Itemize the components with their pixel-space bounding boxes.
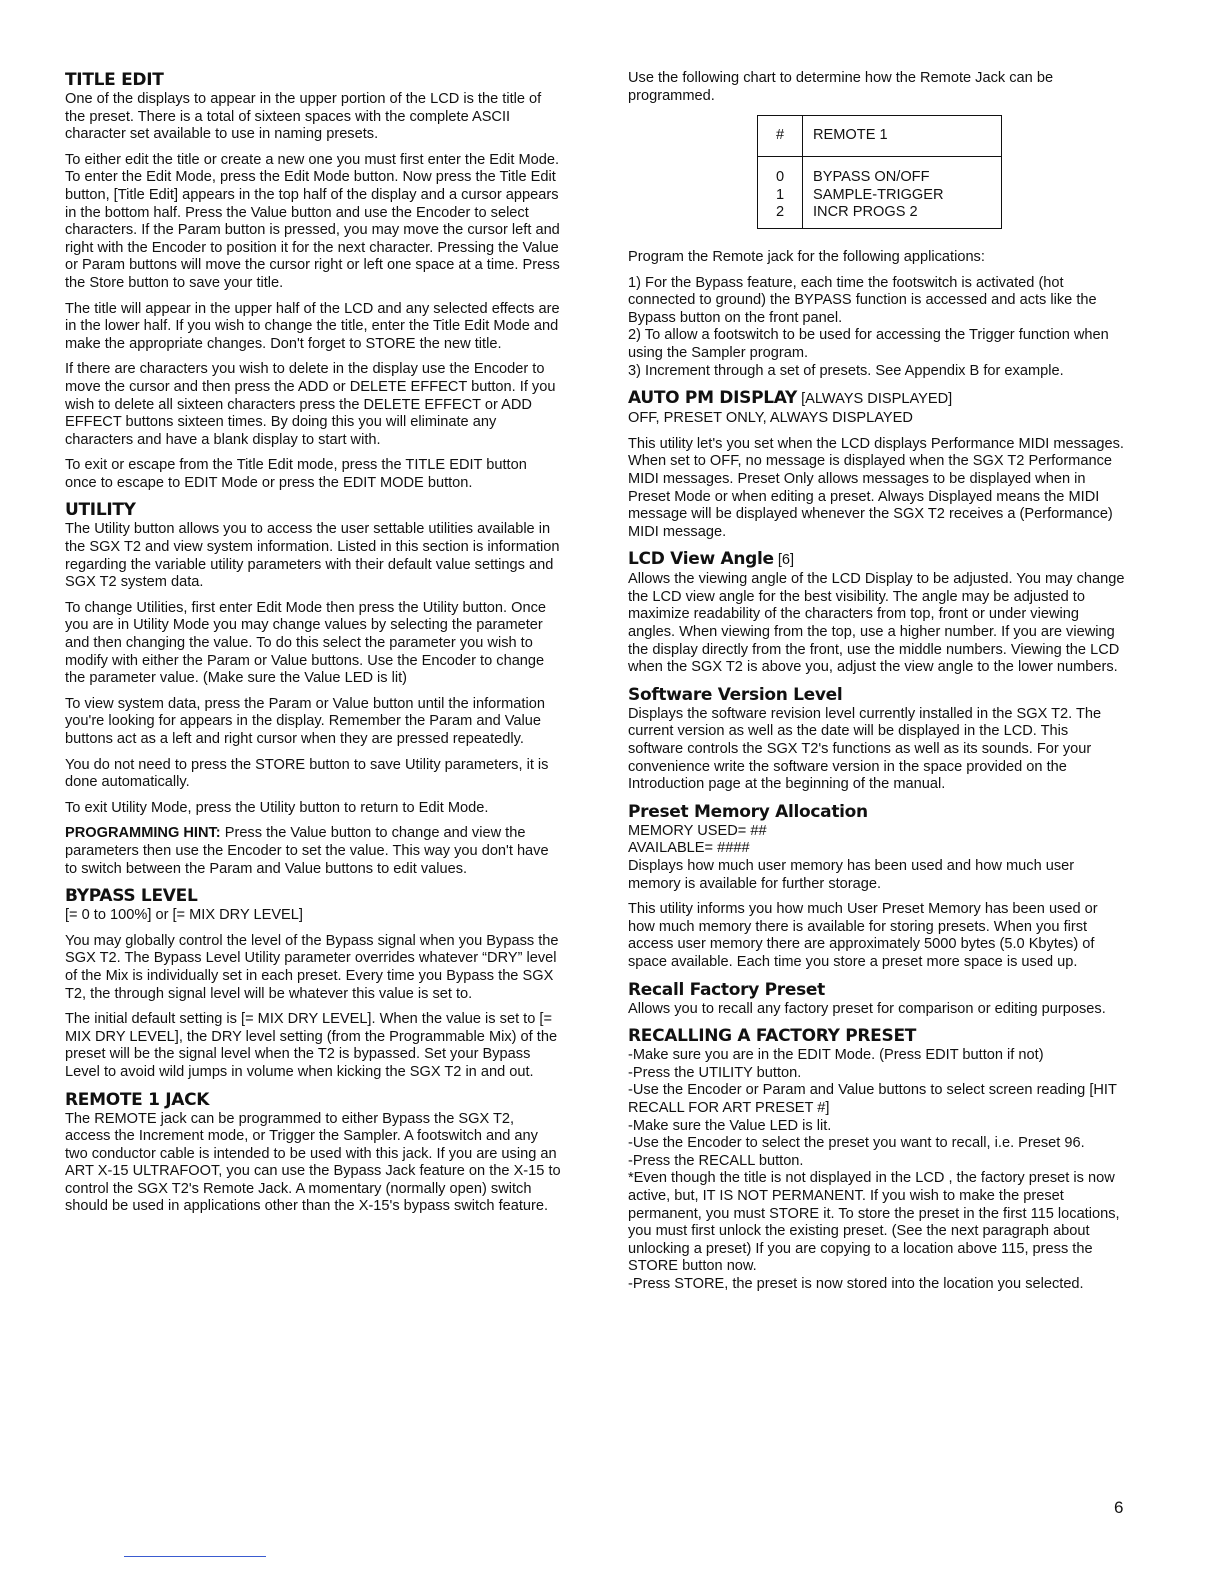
paragraph: To exit Utility Mode, press the Utility button to return to Edit Mode. <box>65 799 489 816</box>
heading-auto-pm-default: [ALWAYS DISPLAYED] <box>797 391 953 408</box>
paragraph: To change Utilities, first enter Edit Mode then press the Utility button. Once you are in Utility Mode you may change values by selecting the parameter and then changing the value. To do this select the parameter you wish to modify with either the Param or Value buttons. Use the Encoder to change the parameter value. (Make sure the Value LED is lit) <box>65 599 547 687</box>
paragraph: To exit or escape from the Title Edit mode, press the TITLE EDIT button once to escape to EDIT Mode or press the EDIT MODE button. <box>65 457 527 491</box>
section-bypass-level <box>65 886 562 1081</box>
memory-available-line: AVAILABLE= #### <box>628 840 750 857</box>
bypass-range: [= 0 to 100%] or [= MIX DRY LEVEL] <box>65 907 303 924</box>
heading-lcd-view-default: [6] <box>773 552 795 569</box>
heading-preset-memory: Preset Memory Allocation <box>628 801 868 822</box>
left-column <box>65 70 562 1224</box>
paragraph: This utility let's you set when the LCD displays Performance MIDI messages. When set to OFF, no message is displayed when the SGX T2 Performance MIDI messages. Preset Only allows messages to be displayed when in Preset Mode or when editing a preset. Always Displayed means the MIDI message will be displayed whenever the SGX T2 receives a (Performance) MIDI message. <box>628 435 1124 540</box>
remote-table <box>757 115 1002 229</box>
paragraph: The initial default setting is [= MIX DRY LEVEL]. When the value is set to [= MIX DRY LEVEL], the DRY level setting (from the Programmable Mix) of the preset will be the signal level when the T2 is bypassed. Set your Bypass Level to avoid wild jumps in volume when kicking the SGX T2 in and out. <box>65 1011 558 1080</box>
table-cell-name: SAMPLE-TRIGGER <box>803 187 1002 205</box>
list-item: 3) Increment through a set of presets. See Appendix B for example. <box>628 362 1064 379</box>
paragraph: Allows you to recall any factory preset for comparison or editing purposes. <box>628 1000 1106 1017</box>
applications-intro: Program the Remote jack for the following applications: <box>628 248 985 265</box>
table-cell-name: INCR PROGS 2 <box>803 204 1002 228</box>
table-row <box>758 157 1002 187</box>
section-utility <box>65 500 562 878</box>
heading-auto-pm-display <box>628 388 1126 410</box>
paragraph: You do not need to press the STORE button to save Utility parameters, it is done automatically. <box>65 756 549 791</box>
table-header-row <box>758 116 1002 157</box>
table-row <box>758 187 1002 205</box>
list-item: -Use the Encoder or Param and Value buttons to select screen reading [HIT RECALL FOR ART PRESET #] <box>628 1082 1117 1116</box>
table-cell-num: 0 <box>758 157 803 187</box>
heading-remote-jack: REMOTE 1 JACK <box>65 1089 210 1110</box>
section-title-edit <box>65 70 562 492</box>
paragraph: You may globally control the level of the Bypass signal when you Bypass the SGX T2. The Bypass Level Utility parameter overrides whatever “DRY” level of the Mix is individually set in each preset. Every time you Bypass the SGX T2, the through signal level will be whatever this value is set to. <box>65 932 559 1002</box>
heading-lcd-view-text: LCD View Angle <box>628 549 774 570</box>
heading-bypass-level: BYPASS LEVEL <box>65 886 198 907</box>
paragraph: One of the displays to appear in the upper portion of the LCD is the title of the preset. There is a total of sixteen spaces with the complete ASCII character set available to use in naming presets. <box>65 91 542 143</box>
list-item: *Even though the title is not displayed in the LCD , the factory preset is now active, but, IT IS NOT PERMANENT. If you wish to make the preset permanent, you must STORE it. To store the preset in the first 115 locations, you must first unlock the existing preset. (See the next paragraph about unlocking a preset) If you are copying to a location above 115, press the STORE button now. <box>628 1170 1120 1275</box>
section-recalling-factory-preset <box>628 1026 1126 1293</box>
list-item: 2) To allow a footswitch to be used for accessing the Trigger function when using the Sampler program. <box>628 327 1109 361</box>
list-item: -Use the Encoder to select the preset you want to recall, i.e. Preset 96. <box>628 1135 1085 1152</box>
paragraph: To view system data, press the Param or Value button until the information you're looking for appears in the display. Remember the Param and Value buttons act as a left and right cursor when they are pressed repeatedly. <box>65 695 545 747</box>
heading-auto-pm-text: AUTO PM DISPLAY <box>628 388 798 409</box>
paragraph: To either edit the title or create a new one you must first enter the Edit Mode. To enter the Edit Mode, press the Edit Mode button. Now press the Title Edit button, [Title Edit] appears in the top half of the display and a cursor appears in the bottom half. Press the Value button and use the Encoder to select characters. If the Param button is pressed, you may move the cursor left and right with the Encoder to position it for the next character. Pressing the Value or Param buttons will move the cursor right or left one space at a time. Press the Store button to save your title. <box>65 151 560 291</box>
paragraph: Displays the software revision level currently installed in the SGX T2. The current version as well as the date will be displayed in the LCD. This software controls the SGX T2's functions as well as its sounds. For your convenience write the software version in the space provided on the Introduction page at the beginning of the manual. <box>628 705 1102 793</box>
paragraph: Allows the viewing angle of the LCD Display to be adjusted. You may change the LCD view angle for the best visibility. The angle may be adjusted to maximize readability of the characters from top, front or under viewing angles. When viewing from the top, use a higher number. If you are viewing the display directly from the front, use the middle numbers. Viewing the LCD when the SGX T2 is above you, adjust the view angle to the lower numbers. <box>628 571 1125 676</box>
table-cell-num: 2 <box>758 204 803 228</box>
list-item: -Make sure the Value LED is lit. <box>628 1117 832 1134</box>
page-number: 6 <box>1114 1498 1124 1517</box>
section-recall-factory-preset <box>628 980 1126 1019</box>
section-software-version <box>628 685 1126 794</box>
hint-label: PROGRAMMING HINT: <box>65 825 221 842</box>
paragraph: The Utility button allows you to access the user settable utilities available in the SGX T2 and view system information. Listed in this section is information regarding the variable utility parameters with their default value settings and SGX T2 system data. <box>65 521 560 591</box>
memory-used-line: MEMORY USED= ## <box>628 822 767 839</box>
section-auto-pm-display <box>628 388 1126 541</box>
list-item: -Press the UTILITY button. <box>628 1064 802 1081</box>
hint-text: Press the Value button to change and view the parameters then use the Encoder to set the value. This way you don't have to switch between the Param and Value buttons to edit values. <box>65 825 549 877</box>
section-remote-jack <box>65 1090 562 1217</box>
list-item: -Press the RECALL button. <box>628 1152 804 1169</box>
heading-recalling-factory-preset: RECALLING A FACTORY PRESET <box>628 1026 917 1047</box>
applications-list <box>628 275 1126 381</box>
heading-utility: UTILITY <box>65 500 136 521</box>
heading-software-version: Software Version Level <box>628 684 843 705</box>
auto-pm-options: OFF, PRESET ONLY, ALWAYS DISPLAYED <box>628 410 913 427</box>
table-row <box>758 204 1002 228</box>
paragraph: Displays how much user memory has been used and how much user memory is available for further storage. <box>628 858 1075 892</box>
footer-rule <box>124 1556 266 1557</box>
right-column <box>628 70 1126 1301</box>
table-header-name: REMOTE 1 <box>803 116 1002 157</box>
table-header-num: # <box>758 116 803 157</box>
programming-hint <box>65 825 562 878</box>
paragraph: The title will appear in the upper half of the LCD and any selected effects are in the lower half. If you wish to change the title, enter the Title Edit Mode and make the appropriate changes. Don't forget to STORE the new title. <box>65 300 560 352</box>
table-cell-name: BYPASS ON/OFF <box>803 157 1002 187</box>
section-lcd-view-angle <box>628 549 1126 677</box>
list-item: -Make sure you are in the EDIT Mode. (Press EDIT button if not) <box>628 1047 1044 1064</box>
list-item: 1) For the Bypass feature, each time the footswitch is activated (hot connected to ground) the BYPASS function is accessed and acts like the Bypass button on the front panel. <box>628 274 1097 326</box>
chart-intro: Use the following chart to determine how the Remote Jack can be programmed. <box>628 70 1054 104</box>
section-preset-memory <box>628 802 1126 972</box>
table-cell-num: 1 <box>758 187 803 205</box>
paragraph: This utility informs you how much User Preset Memory has been used or how much memory there is available for storing presets. When you first access user memory there are approximately 5000 bytes (5.0 Kbytes) of space available. Each time you store a preset more space is used up. <box>628 901 1098 970</box>
heading-recall-factory-preset: Recall Factory Preset <box>628 979 825 1000</box>
paragraph: If there are characters you wish to delete in the display use the Encoder to move the cursor and then press the ADD or DELETE EFFECT button. If you wish to delete all sixteen characters press the DELETE EFFECT or ADD EFFECT buttons sixteen times. By doing this you will eliminate any characters and have a blank display to start with. <box>65 361 556 448</box>
paragraph: The REMOTE jack can be programmed to either Bypass the SGX T2, access the Increment mode, or Trigger the Sampler. A footswitch and any two conductor cable is intended to be used with this jack. If you are using an ART X-15 ULTRAFOOT, you can use the Bypass Jack feature on the X-15 to control the SGX T2's Remote Jack. A momentary (normally open) switch should be used in applications other than the X-15's bypass switch feature. <box>65 1110 561 1215</box>
heading-title-edit: TITLE EDIT <box>65 70 164 90</box>
heading-lcd-view-angle <box>628 549 1126 571</box>
list-item: -Press STORE, the preset is now stored into the location you selected. <box>628 1275 1084 1292</box>
